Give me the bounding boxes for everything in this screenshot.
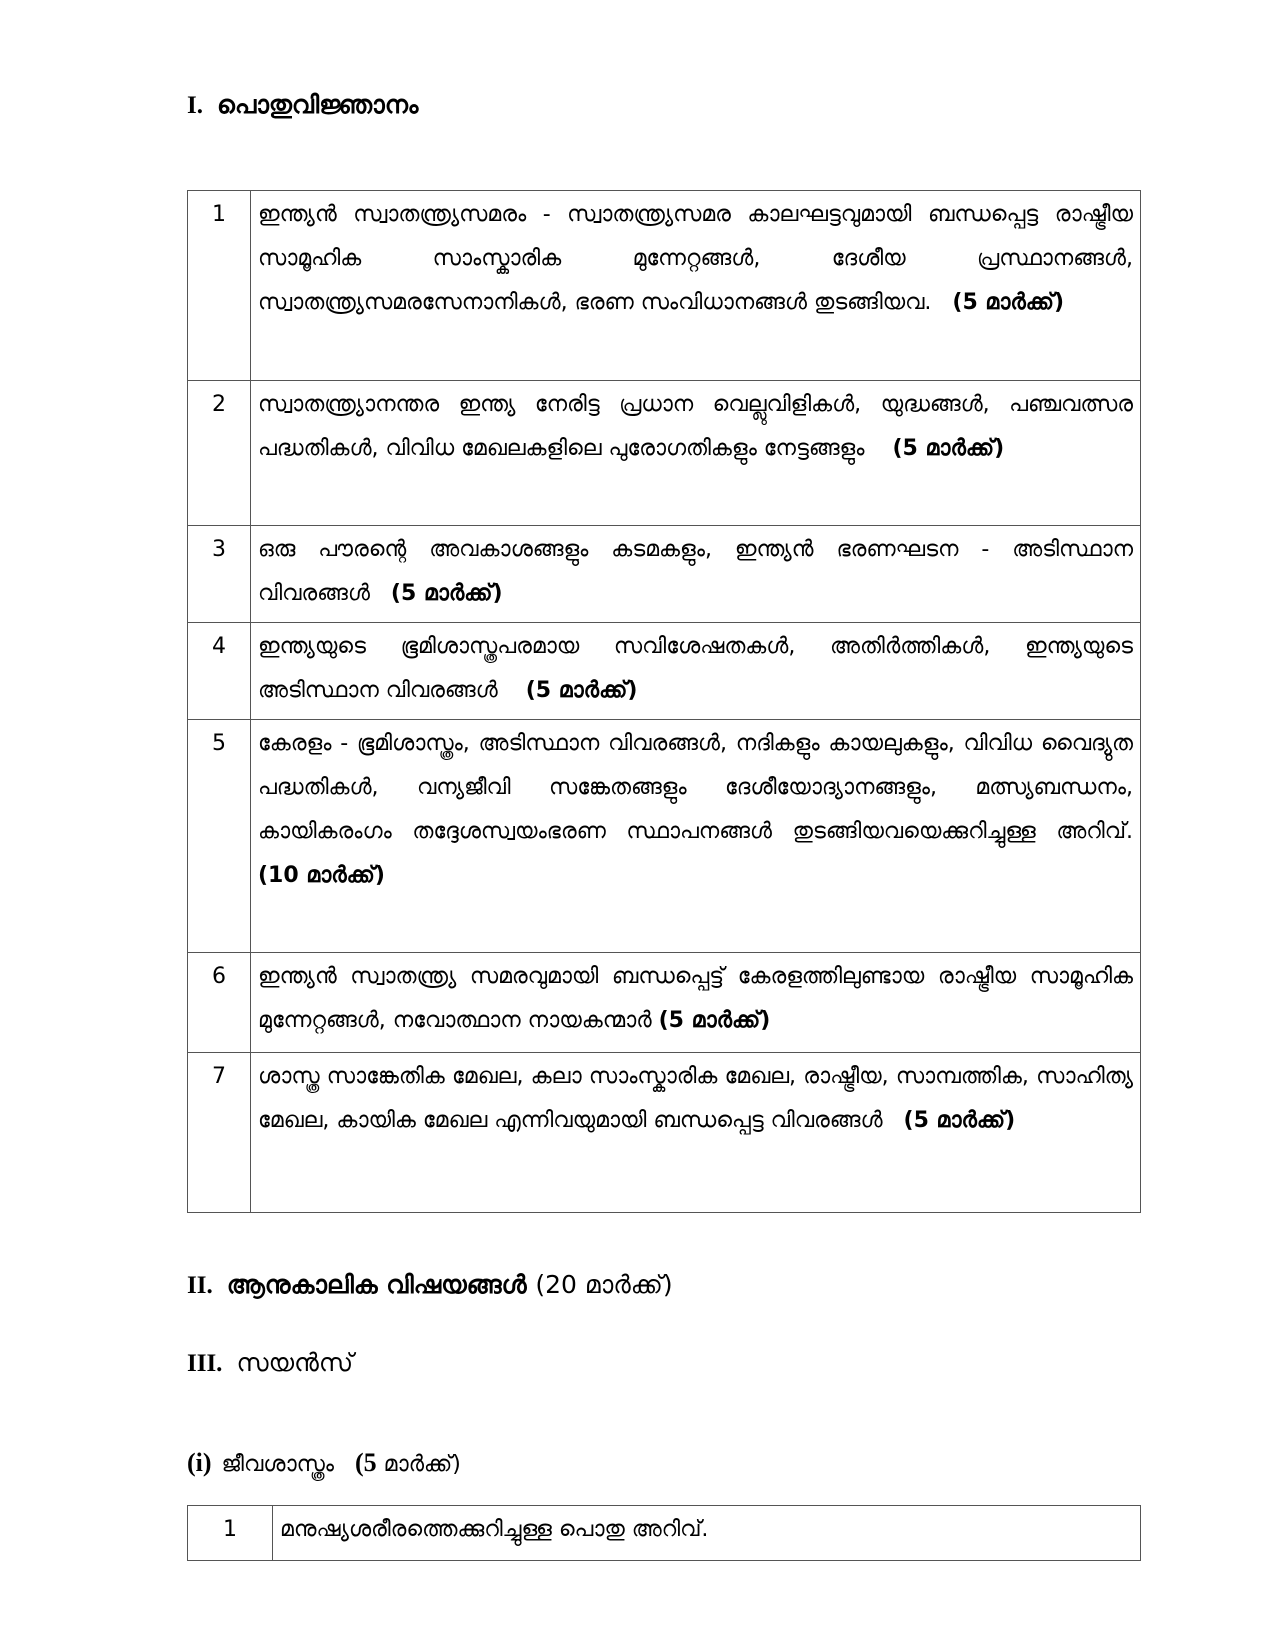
topic-text: കേരളം - ഭൂമിശാസ്ത്രം, അടിസ്ഥാന വിവരങ്ങൾ, നദികളും കായലുകളും, വിവിധ വൈദ്യുത പദ്ധതികൾ, വന്യജീവി സങ്കേതങ്ങളും ദേശീയോദ്യാനങ്ങളും, മത്സ്യബന്ധനം, കായികരംഗം തദ്ദേശസ്വയംഭരണ സ്ഥാപനങ്ങൾ തുടങ്ങിയവയെക്കുറിച്ചുള്ള അറിവ്. xyxy=(258,731,1133,844)
table-row xyxy=(188,526,1141,623)
row-number: 6 xyxy=(188,953,251,1053)
row-text xyxy=(251,953,1141,1053)
marks-label: (5 മാർക്ക്) xyxy=(390,581,503,606)
table-row xyxy=(188,1506,1141,1561)
topic-text: ശാസ്ത്ര സാങ്കേതിക മേഖല, കലാ സാംസ്കാരിക മേഖല, രാഷ്ട്രീയ, സാമ്പത്തിക, സാഹിത്യ മേഖല, കായിക മേഖല എന്നിവയുമായി ബന്ധപ്പെട്ട വിവരങ്ങൾ xyxy=(258,1064,1133,1133)
subsection-title: ജീവശാസ്ത്രം xyxy=(221,1452,335,1477)
topic-text: ഇന്ത്യൻ സ്വാതന്ത്ര്യസമരം - സ്വാതന്ത്ര്യസമര കാലഘട്ടവുമായി ബന്ധപ്പെട്ട രാഷ്ട്രീയ സാമൂഹിക സാംസ്കാരിക മുന്നേറ്റങ്ങൾ, ദേശീയ പ്രസ്ഥാനങ്ങൾ, സ്വാതന്ത്ര്യസമരസേനാനികൾ, ഭരണ സംവിധാനങ്ങൾ തുടങ്ങിയവ. xyxy=(258,202,1133,315)
section-1-numeral: I. xyxy=(187,92,203,119)
topic-text: സ്വാതന്ത്ര്യാനന്തര ഇന്ത്യ നേരിട്ട പ്രധാന വെല്ലുവിളികൾ, യുദ്ധങ്ങൾ, പഞ്ചവത്സര പദ്ധതികൾ, വിവിധ മേഖലകളിലെ പുരോഗതികളും നേട്ടങ്ങളും xyxy=(258,392,1133,461)
section-2-title: ആനുകാലിക വിഷയങ്ങൾ xyxy=(226,1270,527,1299)
table-row xyxy=(188,953,1141,1053)
subsection-marks-open: ( xyxy=(355,1448,364,1477)
marks-label: (10 മാർക്ക്) xyxy=(258,863,385,888)
row-text xyxy=(251,623,1141,720)
row-number: 1 xyxy=(188,191,251,381)
row-number: 4 xyxy=(188,623,251,720)
topic-text: ഒരു പൗരന്റെ അവകാശങ്ങളും കടമകളും, ഇന്ത്യൻ ഭരണഘടന - അടിസ്ഥാന വിവരങ്ങൾ xyxy=(258,537,1133,606)
row-text xyxy=(251,191,1141,381)
subsection-biology-heading xyxy=(187,1448,461,1478)
section-1-heading xyxy=(187,90,418,120)
topic-text: ഇന്ത്യയുടെ ഭൂമിശാസ്ത്രപരമായ സവിശേഷതകൾ, അതിർത്തികൾ, ഇന്ത്യയുടെ അടിസ്ഥാന വിവരങ്ങൾ xyxy=(258,634,1133,703)
topic-text: ഇന്ത്യൻ സ്വാതന്ത്ര്യ സമരവുമായി ബന്ധപ്പെട്ട് കേരളത്തിലുണ്ടായ രാഷ്ട്രീയ സാമൂഹിക മുന്നേറ്റങ്ങൾ, നവോത്ഥാന നായകന്മാർ xyxy=(258,964,1133,1033)
general-knowledge-table xyxy=(187,190,1141,1213)
section-3-title: സയൻസ് xyxy=(236,1348,354,1377)
table-row xyxy=(188,720,1141,953)
section-3-numeral: III. xyxy=(187,1350,223,1377)
table-row xyxy=(188,381,1141,526)
table-row xyxy=(188,1053,1141,1213)
row-text xyxy=(251,1053,1141,1213)
section-1-title: പൊതുവിജ്ഞാനം xyxy=(216,90,419,119)
row-number: 3 xyxy=(188,526,251,623)
section-2-marks: (20 മാർക്ക്) xyxy=(535,1270,673,1299)
subsection-marks-word: മാർക്ക്) xyxy=(383,1452,461,1477)
section-2-heading xyxy=(187,1270,673,1300)
subsection-marks-number: 5 xyxy=(363,1448,377,1477)
row-text xyxy=(251,381,1141,526)
subsection-numeral: (i) xyxy=(187,1448,212,1477)
row-text: മനുഷ്യശരീരത്തെക്കുറിച്ചുള്ള പൊതു അറിവ്. xyxy=(273,1506,1141,1561)
section-3-heading xyxy=(187,1348,353,1378)
biology-table xyxy=(187,1505,1141,1561)
row-number: 1 xyxy=(188,1506,273,1561)
row-text xyxy=(251,526,1141,623)
marks-label: (5 മാർക്ക്) xyxy=(658,1008,771,1033)
row-number: 5 xyxy=(188,720,251,953)
marks-label: (5 മാർക്ക്) xyxy=(903,1108,1016,1133)
section-2-numeral: II. xyxy=(187,1272,213,1299)
marks-label: (5 മാർക്ക്) xyxy=(525,678,638,703)
row-number: 7 xyxy=(188,1053,251,1213)
table-row xyxy=(188,191,1141,381)
row-number: 2 xyxy=(188,381,251,526)
marks-label: (5 മാർക്ക്) xyxy=(892,436,1005,461)
table-row xyxy=(188,623,1141,720)
row-text xyxy=(251,720,1141,953)
marks-label: (5 മാർക്ക്) xyxy=(952,290,1065,315)
